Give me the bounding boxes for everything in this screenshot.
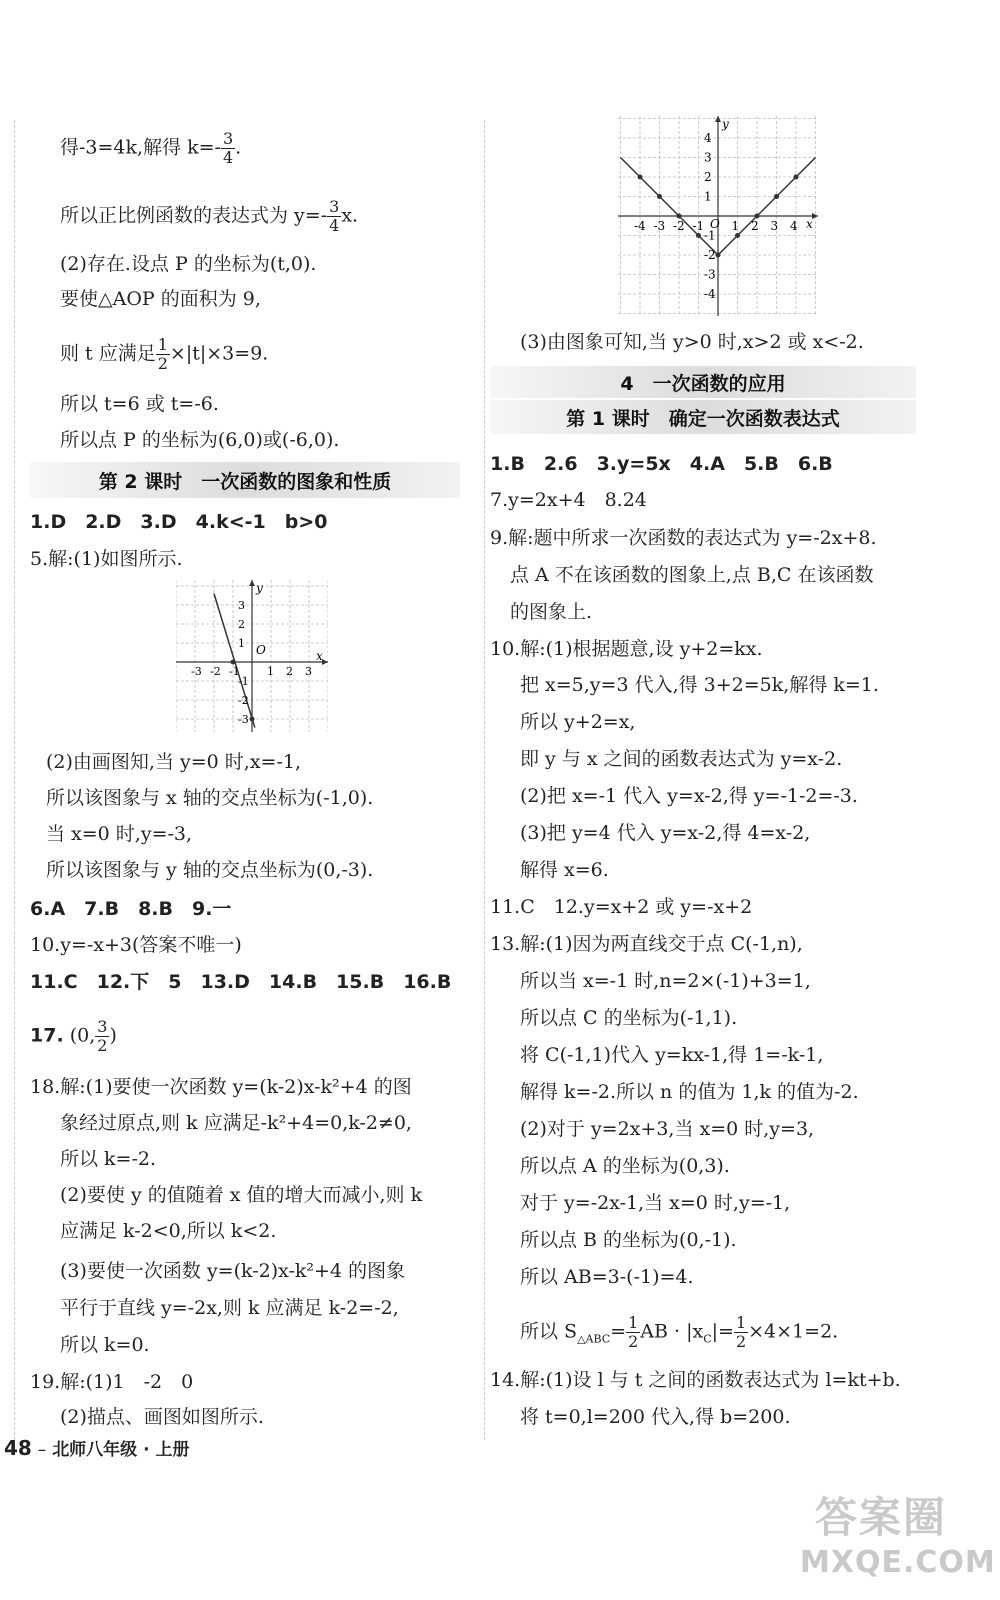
left-line-5: 则 t 应满足 $\frac{1}{2}$ ×|t|×3=9. (60, 335, 269, 373)
graph-q19-origin: O (710, 217, 720, 231)
graph-q5-point-x-intercept (231, 660, 236, 665)
answer-r-13-11: 所以 $S_{\triangle ABC}=$ $\frac{1}{2}$ AB · $|x_C|=$ $\frac{1}{2}$ ×4×1=2. (520, 1313, 839, 1351)
answer-18-6: (3)要使一次函数 y=(k-2)x-k²+4 的图象 (60, 1260, 406, 1282)
left-line-2: 所以正比例函数的表达式为 y=- $\frac{3}{4}$ x. (60, 197, 359, 235)
answer-r-10-1: 10.解:(1)根据题意,设 y+2=kx. (490, 638, 763, 660)
answer-18-5: 应满足 k-2<0,所以 k<2. (60, 1220, 277, 1242)
graph-q5 (176, 580, 328, 732)
graph-q19-point (716, 253, 721, 258)
answer-18-2: 象经过原点,则 k 应满足-k²+4=0,k-2≠0, (60, 1112, 412, 1134)
graph-q5-origin: O (256, 643, 266, 657)
answer-19-2: (2)描点、画图如图所示. (60, 1406, 264, 1428)
graph-q19-point (774, 194, 779, 199)
answer-r-9-1: 9.解:题中所求一次函数的表达式为 y=-2x+8. (490, 527, 877, 549)
left-line-6: 所以 t=6 或 t=-6. (60, 393, 219, 415)
graph-q19-y-tick: -3 (704, 267, 716, 282)
graph-q19-y-tick: -1 (704, 228, 716, 243)
left-line-3: (2)存在.设点 P 的坐标为(t,0). (60, 253, 317, 275)
answers-11-16: 11.C 12.下 5 13.D 14.B 15.B 16.B (30, 971, 452, 993)
graph-q19-point (677, 214, 682, 219)
graph-q5-y-tick: 1 (238, 637, 245, 650)
graph-q19 (618, 116, 818, 316)
graph-q19-point (657, 194, 662, 199)
answers-6-9: 6.A 7.B 8.B 9.一 (30, 898, 232, 920)
answer-r-13-7: 所以点 A 的坐标为(0,3). (520, 1155, 730, 1177)
graph-q19-x-tick: 4 (790, 219, 798, 233)
graph-q5-y-tick: -2 (238, 694, 249, 707)
footer-dash: – (37, 1440, 47, 1460)
graph-q5-y-label: y (256, 581, 263, 595)
graph-q19-y-tick: 2 (704, 170, 712, 184)
graph-q5-y-tick: -3 (238, 713, 249, 726)
answer-17: 17. (0, $\frac{3}{2}$ ) (30, 1017, 117, 1055)
answers-1-4: 1.D 2.D 3.D 4.k<-1 b>0 (30, 511, 328, 533)
answer-r-13-6: (2)对于 y=2x+3,当 x=0 时,y=3, (520, 1118, 815, 1140)
graph-q5-x-tick: -1 (229, 665, 240, 678)
column-divider-left (14, 120, 15, 1440)
section-header-4: 4 一次函数的应用 (490, 366, 916, 398)
page-number: 48 (4, 1436, 32, 1460)
graph-q19-x-label: x (806, 217, 813, 231)
graph-q5-x-label: x (316, 649, 323, 663)
answer-r-10-2: 把 x=5,y=3 代入,得 3+2=5k,解得 k=1. (520, 674, 879, 696)
graph-q19-y-tick: -2 (704, 248, 716, 262)
graph-q19-y-label: y (722, 117, 729, 131)
page-footer (4, 1435, 189, 1460)
graph-q19-x-tick: -3 (653, 219, 666, 233)
graph-q19-x-tick: 2 (751, 219, 759, 233)
answer-r-13-3: 所以点 C 的坐标为(-1,1). (520, 1007, 738, 1029)
graph-q19-y-tick: 1 (704, 189, 712, 204)
graph-q19-y-tick: 4 (704, 131, 712, 145)
section-header-lesson-1: 第 1 课时 确定一次函数表达式 (490, 400, 916, 434)
left-line-7: 所以点 P 的坐标为(6,0)或(-6,0). (60, 429, 340, 451)
answer-r-10-7: 解得 x=6. (520, 859, 609, 881)
graph-q19-point (735, 233, 740, 238)
graph-q5-y-tick: 2 (238, 618, 245, 631)
answer-18-7: 平行于直线 y=-2x,则 k 应满足 k-2=-2, (60, 1297, 399, 1319)
graph-q19-x-tick: 1 (731, 219, 740, 233)
graph-q5-y-tick: -1 (238, 675, 249, 688)
answer-r-10-5: (2)把 x=-1 代入 y=x-2,得 y=-1-2=-3. (520, 785, 858, 807)
answer-r-14-1: 14.解:(1)设 l 与 t 之间的函数表达式为 l=kt+b. (490, 1369, 901, 1391)
right-line-1: (3)由图象可知,当 y>0 时,x>2 或 x<-2. (520, 331, 864, 353)
answer-r-13-4: 将 C(-1,1)代入 y=kx-1,得 1=-k-1, (520, 1044, 824, 1066)
left-line-1: 得-3=4k,解得 k=- $\frac{3}{4}$ . (60, 129, 242, 167)
answer-r-13-10: 所以 AB=3-(-1)=4. (520, 1266, 694, 1288)
answer-18-8: 所以 k=0. (60, 1334, 150, 1356)
watermark-logo: 答案圈 (815, 1493, 948, 1542)
graph-q19-point (794, 175, 799, 180)
column-divider-middle (484, 120, 485, 1440)
answers-r-1-6: 1.B 2.6 3.y=5x 4.A 5.B 6.B (490, 453, 833, 475)
answers-r-11-12: 11.C 12.y=x+2 或 y=-x+2 (490, 896, 753, 918)
answer-19-1: 19.解:(1)1 -2 0 (30, 1371, 194, 1393)
answer-r-14-2: 将 t=0,l=200 代入,得 b=200. (520, 1406, 791, 1428)
graph-q19-point (638, 175, 643, 180)
graph-q19-x-tick: 3 (770, 219, 779, 233)
answer-r-10-6: (3)把 y=4 代入 y=x-2,得 4=x-2, (520, 822, 811, 844)
graph-q5-x-tick: 3 (305, 665, 312, 678)
graph-q19-point (755, 214, 760, 219)
answer-r-13-1: 13.解:(1)因为两直线交于点 C(-1,n), (490, 933, 803, 955)
answer-r-9-2: 点 A 不在该函数的图象上,点 B,C 在该函数 (510, 564, 874, 586)
graph-q19-y-tick: -4 (704, 287, 716, 301)
left-line-4: 要使△AOP 的面积为 9, (60, 288, 261, 310)
answer-r-13-8: 对于 y=-2x-1,当 x=0 时,y=-1, (520, 1192, 791, 1214)
graph-q19-x-tick: -2 (673, 219, 685, 233)
graph-q5-x-tick: 1 (267, 665, 274, 678)
graph-q5-y-tick: 3 (238, 599, 245, 612)
answer-18-3: 所以 k=-2. (60, 1148, 157, 1170)
answer-r-13-9: 所以点 B 的坐标为(0,-1). (520, 1229, 737, 1251)
answer-5: 5.解:(1)如图所示. (30, 548, 183, 570)
answer-5-5: 所以该图象与 y 轴的交点坐标为(0,-3). (46, 859, 374, 881)
answer-r-10-4: 即 y 与 x 之间的函数表达式为 y=x-2. (520, 748, 843, 770)
answer-5-2: (2)由画图知,当 y=0 时,x=-1, (46, 751, 301, 773)
graph-q19-point (696, 233, 701, 238)
answer-5-4: 当 x=0 时,y=-3, (46, 823, 193, 845)
answer-18-4: (2)要使 y 的值随着 x 值的增大而减小,则 k (60, 1184, 423, 1206)
graph-q5-x-tick: 2 (286, 665, 293, 678)
answer-r-10-3: 所以 y+2=x, (520, 711, 636, 733)
graph-q5-x-tick: -2 (210, 665, 221, 678)
graph-q19-x-tick: -4 (634, 219, 646, 233)
answer-10: 10.y=-x+3(答案不唯一) (30, 934, 242, 956)
answer-r-13-5: 解得 k=-2.所以 n 的值为 1,k 的值为-2. (520, 1081, 859, 1103)
book-title: 北师八年级 · 上册 (52, 1440, 190, 1460)
answer-18-1: 18.解:(1)要使一次函数 y=(k-2)x-k²+4 的图 (30, 1076, 412, 1098)
watermark-url: MXQE.COM (800, 1545, 996, 1580)
answer-5-3: 所以该图象与 x 轴的交点坐标为(-1,0). (46, 787, 374, 809)
answers-r-7-8: 7.y=2x+4 8.24 (490, 489, 647, 511)
graph-q19-x-tick: -1 (692, 219, 705, 233)
graph-q5-x-tick: -3 (191, 665, 202, 678)
answer-r-13-2: 所以当 x=-1 时,n=2×(-1)+3=1, (520, 970, 811, 992)
graph-q5-point-y-intercept (250, 717, 255, 722)
graph-q19-y-tick: 3 (704, 150, 712, 165)
section-header-lesson-2: 第 2 课时 一次函数的图象和性质 (30, 462, 460, 498)
answer-r-9-3: 的图象上. (510, 601, 593, 623)
